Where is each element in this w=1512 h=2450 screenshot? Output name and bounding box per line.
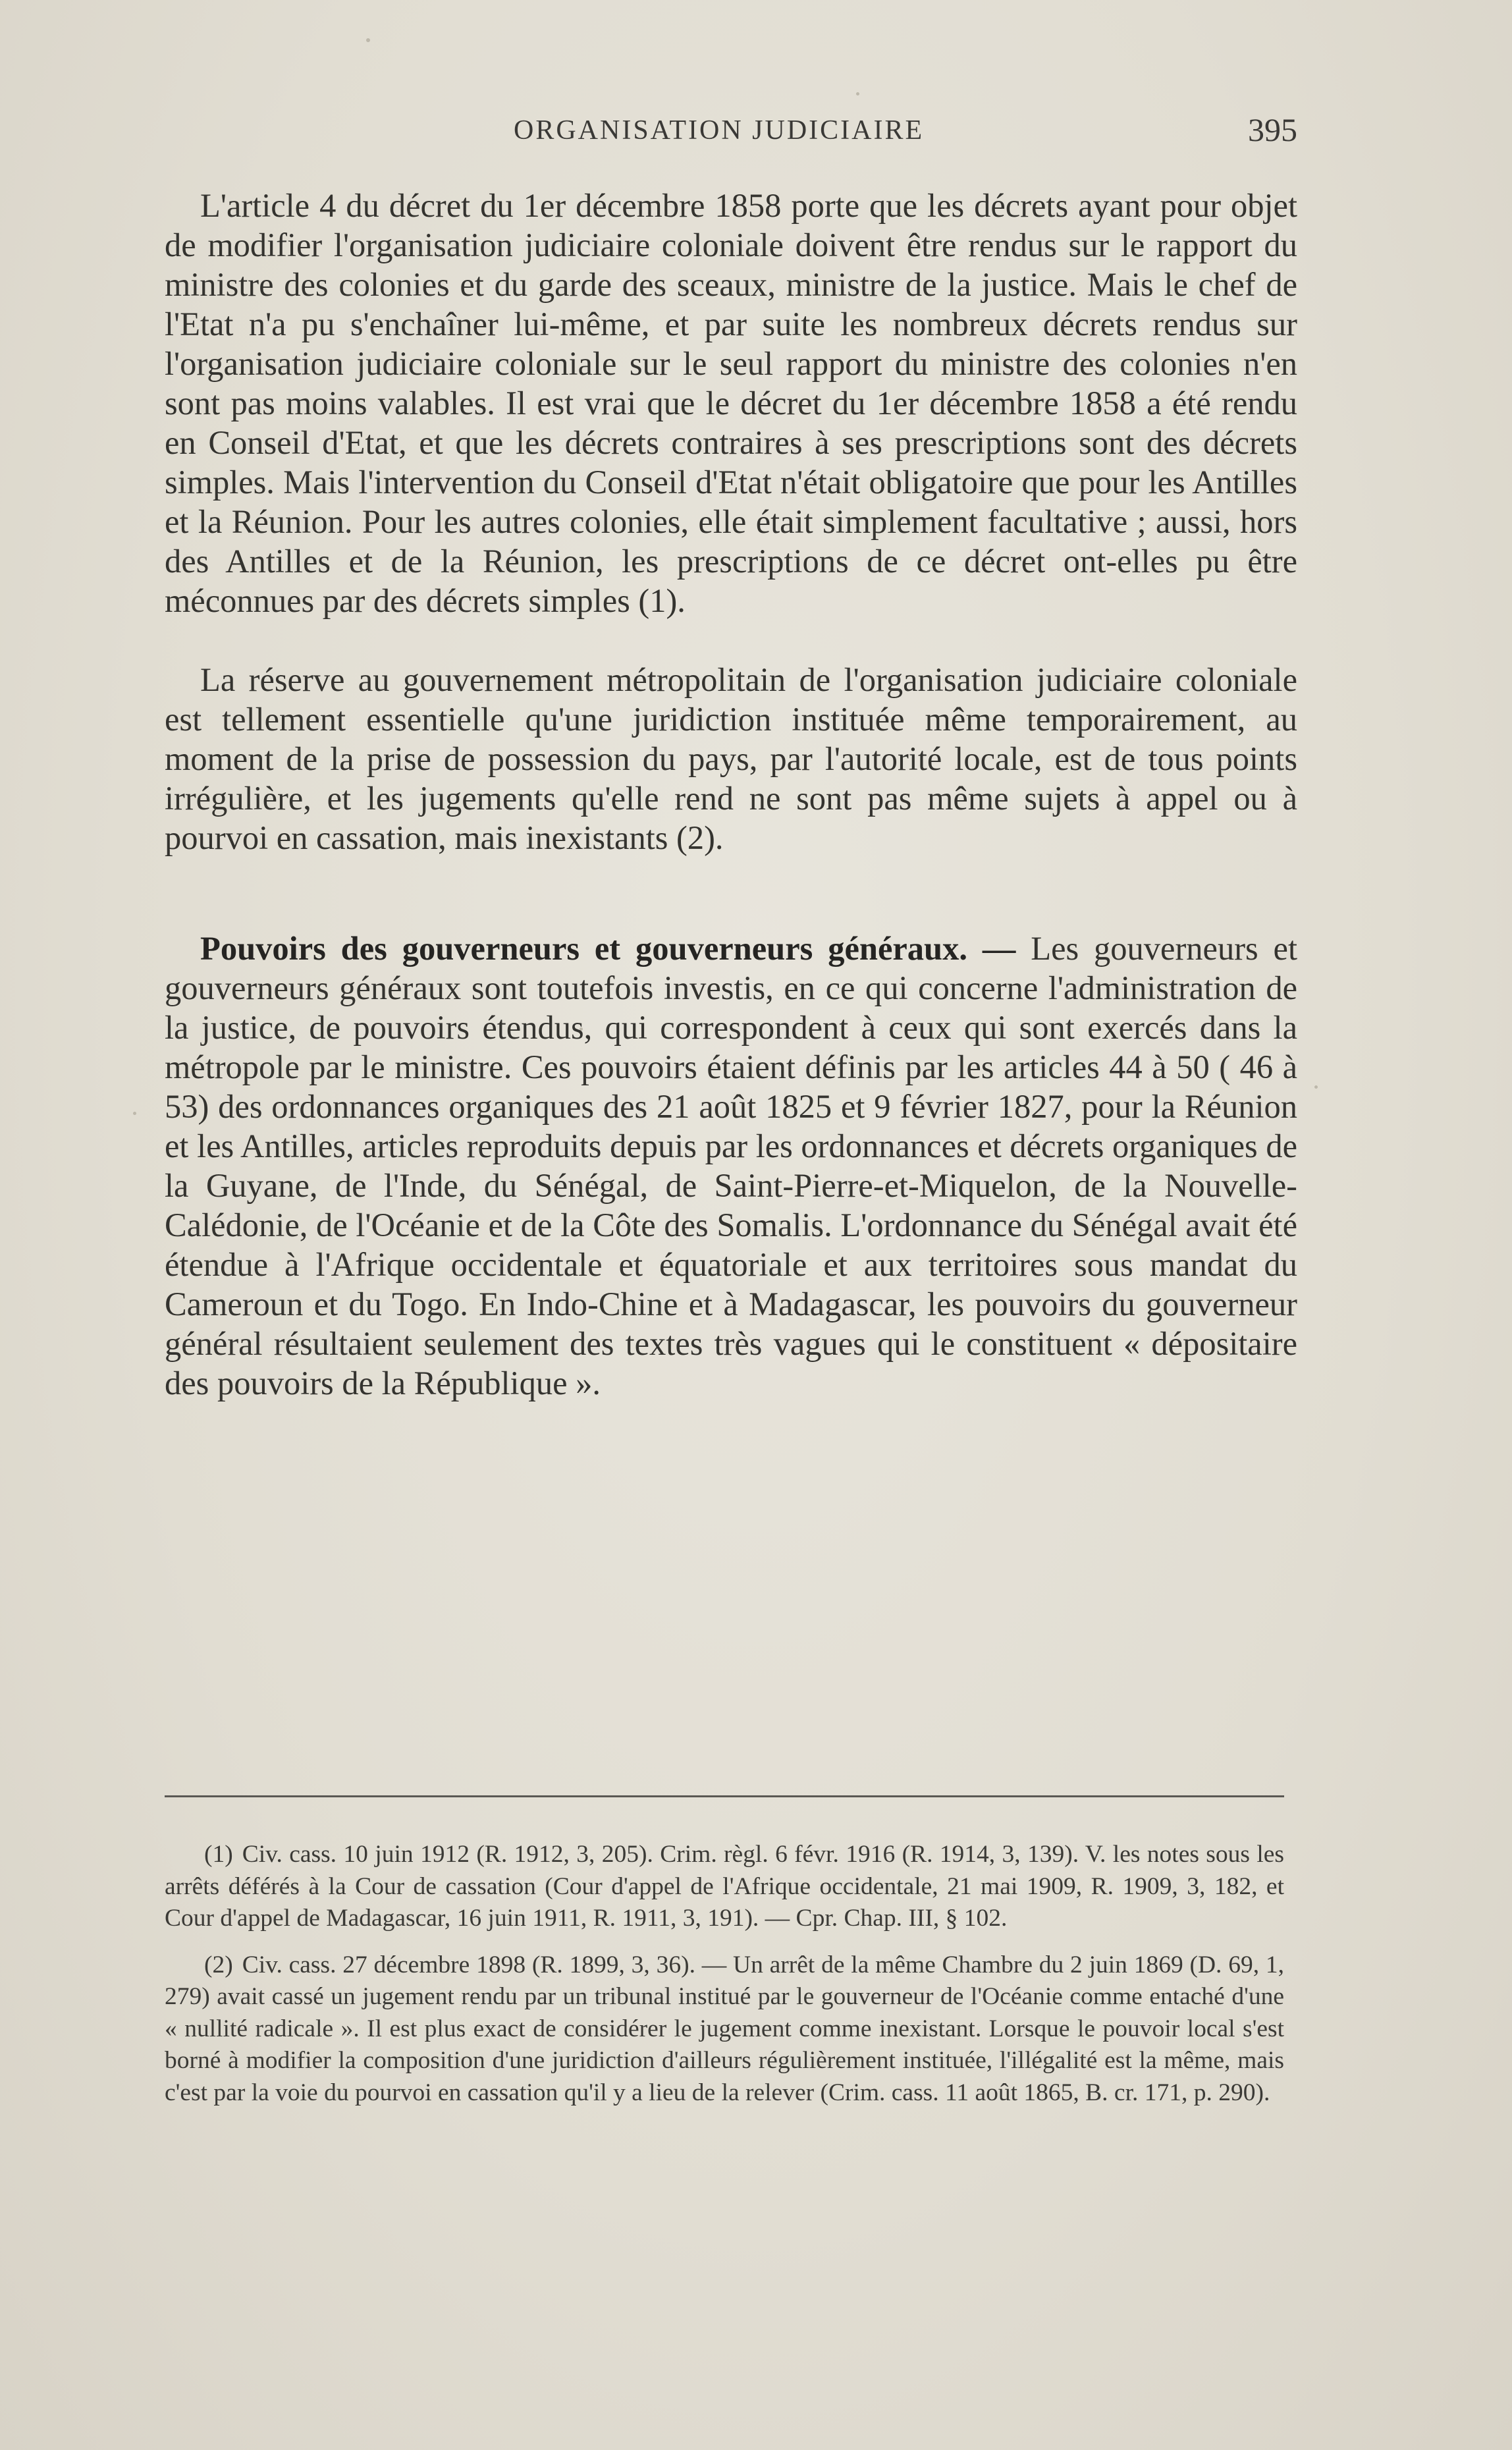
footnote-marker: (2) [204,1951,233,1978]
paragraph-pouvoirs-gouverneurs [165,929,1297,1403]
paper-speck [1314,1085,1318,1089]
footnote-2 [165,1949,1284,2110]
running-header [165,111,1297,150]
footnote-divider [165,1795,1284,1797]
section-heading: Pouvoirs des gouverneurs et gouverneurs généraux. — [200,930,1016,967]
paper-speck [133,1112,136,1115]
footnotes [165,1839,1284,2109]
paragraph-decree-1858: L'article 4 du décret du 1er décembre 1858 porte que les décrets ayant pour objet de modifier l'organisation judiciaire coloniale doivent être rendus sur le rapport du ministre des colonies et du garde des sceaux, ministre de la justice. Mais le chef de l'Etat n'a pu s'enchaîner lui-même, et par suite les nombreux décrets rendus sur l'organisation judiciaire coloniale sur le seul rapport du ministre des colonies n'en sont pas moins valables. Il est vrai que le décret du 1er décembre 1858 a été rendu en Conseil d'Etat, et que les décrets contraires à ses prescriptions sont des décrets simples. Mais l'intervention du Conseil d'Etat n'était obligatoire que pour les Antilles et la Réunion. Pour les autres colonies, elle était simplement facultative ; aussi, hors des Antilles et de la Réunion, les prescriptions de ce décret ont-elles pu être méconnues par des décrets simples (1). [165,187,1297,619]
paragraph-reserve-gouvernement: La réserve au gouvernement métropolitain de l'organisation judiciaire coloniale est tellement essentielle qu'une juridiction instituée même temporairement, au moment de la prise de possession du pays, par l'autorité locale, est de tous points irrégulière, et les jugements qu'elle rend ne sont pas même sujets à appel ou à pourvoi en cassation, mais inexistants (2). [165,661,1297,856]
running-title: ORGANISATION JUDICIAIRE [514,115,925,146]
page-number: 395 [1248,111,1297,148]
paper-speck [856,92,859,95]
footnote-marker: (1) [204,1841,233,1868]
footnote-text: Civ. cass. 10 juin 1912 (R. 1912, 3, 205). Crim. règl. 6 févr. 1916 (R. 1914, 3, 139). V. les notes sous les arrêts déférés à la Cour de cassation (Cour d'appel de l'Afrique occidentale, 21 mai 1909, R. 1909, 3, 182, et Cour d'appel de Madagascar, 16 juin 1911, R. 1911, 3, 191). — Cpr. Chap. III, § 102. [165,1841,1284,1932]
paragraph-body: Les gouverneurs et gouverneurs généraux sont toutefois investis, en ce qui concerne l'administration de la justice, de pouvoirs étendus, qui correspondent à ceux qui sont exercés dans la métropole par le ministre. Ces pouvoirs étaient définis par les articles 44 à 50 ( 46 à 53) des ordonnances organiques des 21 août 1825 et 9 février 1827, pour la Réunion et les Antilles, articles reproduits depuis par les ordonnances et décrets organiques de la Guyane, de l'Inde, du Sénégal, de Saint-Pierre-et-Miquelon, de la Nouvelle-Calédonie, de l'Océanie et de la Côte des Somalis. L'ordonnance du Sénégal avait été étendue à l'Afrique occidentale et équatoriale et aux territoires sous mandat du Cameroun et du Togo. En Indo-Chine et à Madagascar, les pouvoirs du gouverneur général résultaient seulement des textes très vagues qui le constituent « dépositaire des pouvoirs de la République ». [165,930,1298,1402]
footnote-text: Civ. cass. 27 décembre 1898 (R. 1899, 3, 36). — Un arrêt de la même Chambre du 2 juin 1869 (D. 69, 1, 279) avait cassé un jugement rendu par un tribunal institué par le gouverneur de l'Océanie comme entaché d'une « nullité radicale ». Il est plus exact de considérer le jugement comme inexistant. Lorsque le pouvoir local s'est borné à modifier la composition d'une juridiction d'ailleurs régulièrement instituée, l'illégalité est la même, mais c'est par la voie du pourvoi en cassation qu'il y a lieu de la relever (Crim. cass. 11 août 1865, B. cr. 171, p. 290). [165,1951,1284,2106]
paper-speck [366,38,370,42]
footnote-1 [165,1839,1284,1935]
main-text [165,186,1297,1403]
